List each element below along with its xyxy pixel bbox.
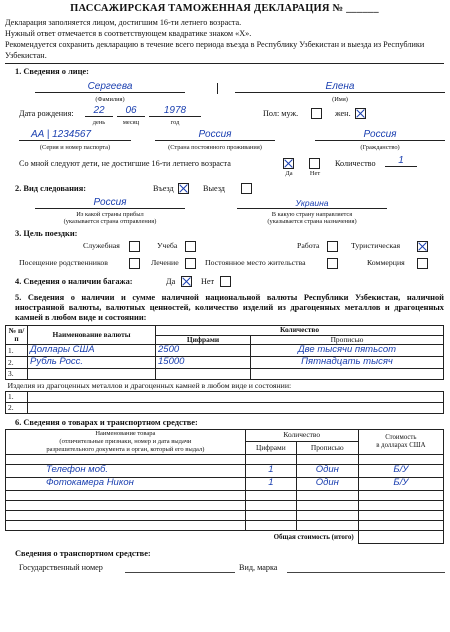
goods-digits-cell[interactable] [245,500,296,510]
goods-col-name-2: (отличительные признаки, номер и дата выдачи [59,437,192,445]
exit-checkbox[interactable] [241,183,252,194]
table-row [6,477,444,490]
table-row [6,520,444,530]
sex-female-label: жен. [335,108,351,118]
intro-line-2: Нужный ответ отмечается в соответствующем квадратике знаком «X». [5,29,252,39]
goods-digits-cell[interactable]: 1 [245,464,296,477]
departure-caption-2: (указывается страна отправления) [63,217,157,225]
goods-words-cell[interactable] [296,510,358,520]
children-yes-caption: Да [285,169,293,177]
section-6-heading: 6. Сведения о товарах и транспортном средстве: [15,418,198,428]
goods-cost-cell[interactable] [358,520,443,530]
dob-year-field[interactable]: 1978 [149,105,201,118]
jewelry-cell[interactable] [28,392,444,403]
goods-words-cell[interactable] [296,520,358,530]
currency-col-qty: Количество [156,326,444,336]
baggage-row [5,274,444,290]
purpose-grid [5,238,444,272]
residence-field[interactable]: Россия [155,129,275,142]
children-label: Со мной следуют дети, не достигшие 16-ти летнего возраста [19,158,231,168]
transport-heading: Сведения о транспортном средстве: [15,548,151,558]
jewelry-table [5,382,444,414]
baggage-no-label: Нет [201,277,215,287]
sex-male-label: Пол: муж. [263,108,299,118]
name-field[interactable]: Елена [235,81,445,94]
dob-month-field[interactable]: 06 [117,105,145,118]
declaration-title: ПАССАЖИРСКАЯ ТАМОЖЕННАЯ ДЕКЛАРАЦИЯ № ______ [70,3,379,14]
surname-field[interactable]: Сергеева [35,81,185,94]
citizenship-caption: (Гражданство) [360,143,400,151]
year-caption: год [170,118,180,126]
purpose-residence-label: Постоянное место жительства [205,258,306,268]
purpose-service-checkbox[interactable] [129,241,140,252]
name-row [5,79,444,105]
destination-caption-1: В какую страну направляется [271,210,353,218]
jewelry-cell[interactable] [28,403,444,414]
table-row [6,454,444,464]
purpose-tourist-label: Туристическая [351,241,401,251]
purpose-service-label: Служебная [83,241,120,251]
total-cost-cell[interactable] [358,530,443,543]
departure-country-field[interactable]: Россия [35,197,185,210]
row-number: 1. [6,392,28,403]
goods-cost-cell[interactable]: Б/У [358,477,443,490]
travel-type-row [5,181,444,197]
table-row [6,464,444,477]
purpose-work-checkbox[interactable] [327,241,338,252]
purpose-commerce-checkbox[interactable] [417,258,428,269]
goods-col-cost [358,429,443,454]
jewelry-label: Изделия из драгоценных металлов и драгоценных камней в любом виде и состоянии: [7,381,292,391]
currency-table [5,325,444,380]
route-row [5,197,444,229]
month-caption: месяц [122,118,140,126]
passport-caption: (Серия и номер паспорта) [39,143,111,151]
goods-words-cell[interactable]: Один [296,464,358,477]
goods-name-cell[interactable]: Телефон моб. [6,464,246,477]
destination-caption-2: (указывается страна назначения) [267,217,357,225]
purpose-relatives-label: Посещение родственников [19,258,108,268]
passport-field[interactable]: AA | 1234567 [19,129,131,142]
section-5-heading: 5. Сведения о наличии и сумме наличной национальной валюты Республики Узбекистан, наличной иностранной валюты, валютных ценностей, количество изделий из драгоценных металлов и драгоценных камней в любом виде и состоянии: [15,293,444,323]
goods-words-cell[interactable] [296,500,358,510]
children-count-label: Количество [335,158,376,168]
departure-caption-1: Из какой страны прибыл [76,210,144,218]
goods-col-name-1: Наименование товара [95,429,156,437]
dob-row [5,105,444,129]
currency-name-cell[interactable]: Доллары США [28,345,156,357]
goods-name-cell[interactable] [6,520,246,530]
transport-row [5,563,444,577]
goods-cost-cell[interactable] [358,510,443,520]
children-count-field[interactable]: 1 [385,155,417,168]
currency-name-cell[interactable] [28,369,156,380]
passport-row [5,129,444,155]
purpose-treatment-checkbox[interactable] [185,258,196,269]
goods-name-cell[interactable] [6,454,246,464]
table-row [6,345,444,357]
children-yes-checkbox[interactable] [283,158,294,169]
children-no-checkbox[interactable] [309,158,320,169]
goods-words-cell[interactable] [296,490,358,500]
total-label: Общая стоимость (итого) [273,533,354,542]
row-number: 1. [6,345,28,357]
goods-col-words: Прописью [296,442,358,455]
table-row [6,369,444,380]
dob-label: Дата рождения: [19,108,74,118]
table-row [6,490,444,500]
purpose-study-checkbox[interactable] [185,241,196,252]
purpose-study-label: Учеба [157,241,178,251]
goods-digits-cell[interactable] [245,510,296,520]
sex-male-checkbox[interactable] [311,108,322,119]
currency-col-digits: Цифрами [156,335,251,345]
day-caption: день [92,118,106,126]
goods-name-cell[interactable] [6,490,246,500]
currency-col-no: № п/п [6,326,28,345]
total-row [6,530,444,543]
currency-digits-cell[interactable]: 2500 [156,345,251,357]
goods-words-cell[interactable]: Один [296,477,358,490]
purpose-commerce-label: Коммерция [367,258,405,268]
goods-digits-cell[interactable] [245,490,296,500]
goods-cost-cell[interactable]: Б/У [358,464,443,477]
dob-day-field[interactable]: 22 [85,105,113,118]
state-number-field[interactable] [125,572,235,573]
table-row [6,392,444,403]
intro-line-1: Декларация заполняется лицом, достигшим 16-ти летнего возраста. [5,18,242,28]
section-3-heading: 3. Цель поездки: [15,228,78,238]
goods-col-cost-2: в долларах США [376,441,426,449]
baggage-no-checkbox[interactable] [220,276,231,287]
goods-col-name-3: разрешительного документа и орган, который его выдал) [46,445,205,453]
goods-table [5,429,444,544]
currency-digits-cell[interactable]: 15000 [156,357,251,369]
currency-col-name: Наименование валюты [28,326,156,345]
purpose-treatment-label: Лечение [151,258,179,268]
children-row [5,155,444,179]
goods-name-cell[interactable] [6,500,246,510]
goods-name-cell[interactable]: Фотокамера Никон [6,477,246,490]
currency-words-cell[interactable]: Две тысячи пятьсот [251,345,444,357]
row-number: 2. [6,357,28,369]
goods-cost-cell[interactable] [358,454,443,464]
section-2-heading: 2. Вид следования: [15,183,87,193]
goods-digits-cell[interactable]: 1 [245,477,296,490]
goods-cost-cell[interactable] [358,490,443,500]
currency-digits-cell[interactable] [156,369,251,380]
model-field[interactable] [287,572,445,573]
table-row [6,510,444,520]
currency-words-cell[interactable] [251,369,444,380]
goods-name-cell[interactable] [6,510,246,520]
name-caption: (Имя) [332,95,348,103]
goods-digits-cell[interactable] [245,520,296,530]
state-number-label: Государственный номер [19,562,103,572]
baggage-yes-label: Да [166,277,176,287]
table-row [6,403,444,414]
section-4-heading: 4. Сведения о наличии багажа: [15,277,133,287]
purpose-relatives-checkbox[interactable] [129,258,140,269]
goods-col-qty: Количество [245,429,358,442]
currency-words-cell[interactable]: Пятнадцать тысяч [251,357,444,369]
model-label: Вид, марка [239,562,278,572]
table-row [6,500,444,510]
row-number: 3. [6,369,28,380]
goods-col-name [6,429,246,454]
divider [5,63,444,64]
goods-digits-cell[interactable] [245,454,296,464]
goods-col-digits: Цифрами [245,442,296,455]
surname-caption: (Фамилия) [95,95,125,103]
entry-checkbox[interactable] [178,183,189,194]
destination-country-field[interactable]: Украина [237,197,387,210]
row-number: 2. [6,403,28,414]
goods-cost-cell[interactable] [358,500,443,510]
children-no-caption: Нет [309,169,321,177]
purpose-tourist-checkbox[interactable] [417,241,428,252]
entry-label: Въезд [153,183,174,193]
intro-line-3: Рекомендуется сохранить декларацию в течение всего периода въезда в Республику Узбекистан и выезда из Республики Узбекистан. [5,40,425,61]
goods-col-cost-1: Стоимость [385,434,417,442]
goods-words-cell[interactable] [296,454,358,464]
currency-col-words: Прописью [251,335,444,345]
section-1-heading: 1. Сведения о лице: [15,67,89,77]
purpose-residence-checkbox[interactable] [327,258,338,269]
sex-female-checkbox[interactable] [355,108,366,119]
table-row [6,357,444,369]
exit-label: Выезд [203,183,225,193]
name-divider [217,83,218,94]
currency-name-cell[interactable]: Рубль Росс. [28,357,156,369]
purpose-work-label: Работа [297,241,320,251]
baggage-yes-checkbox[interactable] [181,276,192,287]
residence-caption: (Страна постоянного проживания) [168,143,262,151]
citizenship-field[interactable]: Россия [315,129,445,142]
